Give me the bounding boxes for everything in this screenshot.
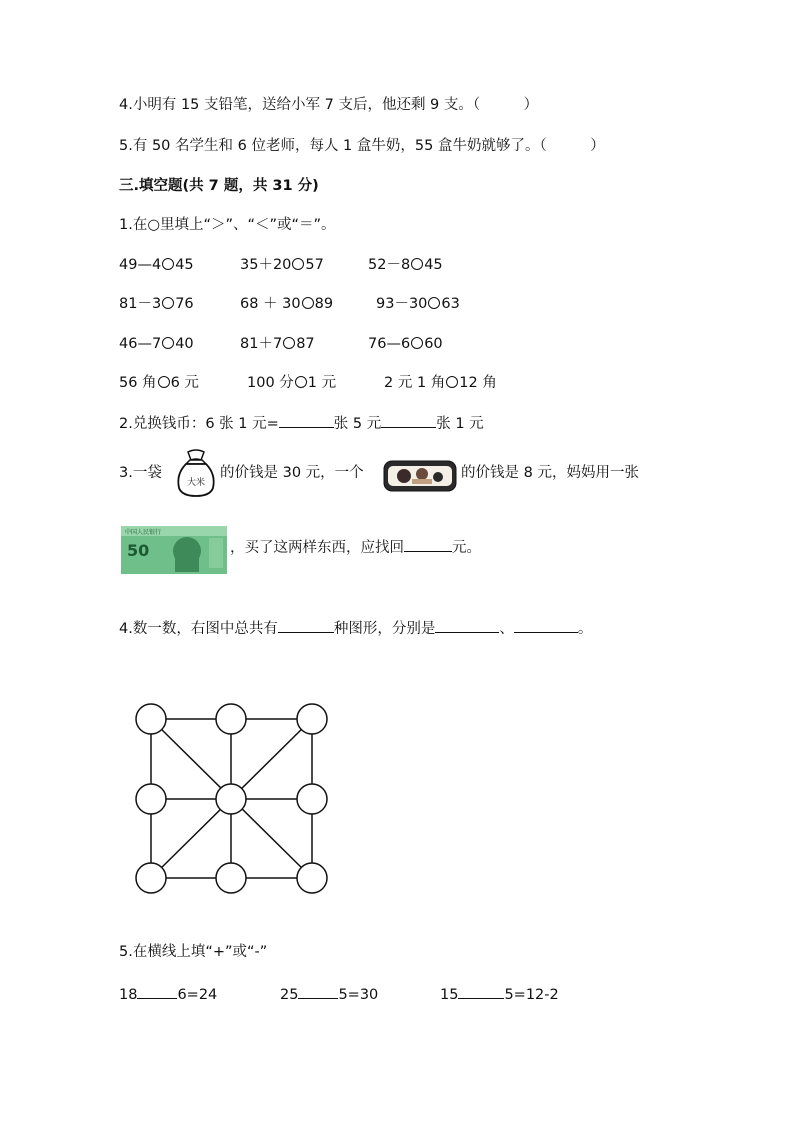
- compare-item: 2 元 1 角 12 角: [384, 375, 497, 391]
- compare-item: 81－3 76: [119, 296, 194, 312]
- answer-blank[interactable]: [278, 618, 334, 633]
- answer-blank[interactable]: [279, 413, 334, 428]
- circle-blank[interactable]: [162, 258, 174, 270]
- sign-item: 15 5=12-2: [440, 984, 559, 1005]
- fill-3-line-2: ，买了这两样东西，应找回 元。: [230, 537, 481, 558]
- section-title: 三.填空题(共 7 题，共 31 分): [119, 178, 319, 194]
- fill-5-prompt: 5.在横线上填“+”或“-”: [119, 944, 268, 960]
- banknote-header: 中国人民银行: [125, 529, 162, 536]
- sign-blank[interactable]: [298, 984, 338, 999]
- compare-item: 81＋7 87: [240, 336, 315, 352]
- compare-item: 46—7 40: [119, 336, 194, 352]
- compare-item: 56 角 6 元: [119, 375, 199, 391]
- fill-2: 2.兑换钱币：6 张 1 元= 张 5 元 张 1 元: [119, 413, 484, 434]
- circle-blank[interactable]: [428, 297, 440, 309]
- circle-blank[interactable]: [292, 258, 304, 270]
- banknote-value: 50: [127, 541, 150, 560]
- answer-blank[interactable]: [435, 618, 499, 633]
- fill-3-line-1c: 的价钱是 8 元，妈妈用一张: [461, 465, 639, 481]
- sign-item: 18 6=24: [119, 984, 217, 1005]
- circle-blank[interactable]: [446, 376, 458, 388]
- compare-item: 100 分 1 元: [247, 375, 337, 391]
- grid-figure: [130, 698, 334, 898]
- compare-item: 49—4 45: [119, 257, 194, 273]
- circle-blank[interactable]: [302, 297, 314, 309]
- fill-1-prompt: 1.在○里填上“＞”、“＜”或“＝”。: [119, 217, 336, 233]
- circle-blank[interactable]: [158, 376, 170, 388]
- answer-blank[interactable]: [514, 618, 578, 633]
- compare-item: 76—6 60: [368, 336, 443, 352]
- sign-blank[interactable]: [137, 984, 177, 999]
- circle-blank[interactable]: [411, 258, 423, 270]
- question-5: 5.有 50 名学生和 6 位老师，每人 1 盒牛奶，55 盒牛奶就够了。（ ）: [119, 138, 605, 154]
- banknote-50-icon: [121, 526, 227, 574]
- circle-blank[interactable]: [162, 337, 174, 349]
- rice-bag-icon: [174, 448, 218, 498]
- circle-blank[interactable]: [283, 337, 295, 349]
- question-4: 4.小明有 15 支铅笔，送给小军 7 支后，他还剩 9 支。（ ）: [119, 97, 539, 113]
- compare-item: 93－30 63: [376, 296, 460, 312]
- compare-item: 35＋20 57: [240, 257, 324, 273]
- answer-blank[interactable]: [404, 537, 452, 552]
- circle-blank[interactable]: [162, 297, 174, 309]
- circle-blank[interactable]: [411, 337, 423, 349]
- fill-4: 4.数一数，右图中总共有 种图形，分别是 、 。: [119, 618, 592, 639]
- sign-blank[interactable]: [458, 984, 504, 999]
- circle-blank[interactable]: [295, 376, 307, 388]
- compare-item: 68 ＋ 30 89: [240, 296, 334, 312]
- fill-3-line-1b: 的价钱是 30 元，一个: [220, 465, 364, 481]
- pencil-case-icon: [382, 457, 458, 495]
- fill-3-line-1: 3.一袋: [119, 465, 162, 481]
- compare-item: 52－8 45: [368, 257, 443, 273]
- answer-blank[interactable]: [381, 413, 436, 428]
- sign-item: 25 5=30: [280, 984, 378, 1005]
- rice-bag-label: 大米: [186, 478, 206, 488]
